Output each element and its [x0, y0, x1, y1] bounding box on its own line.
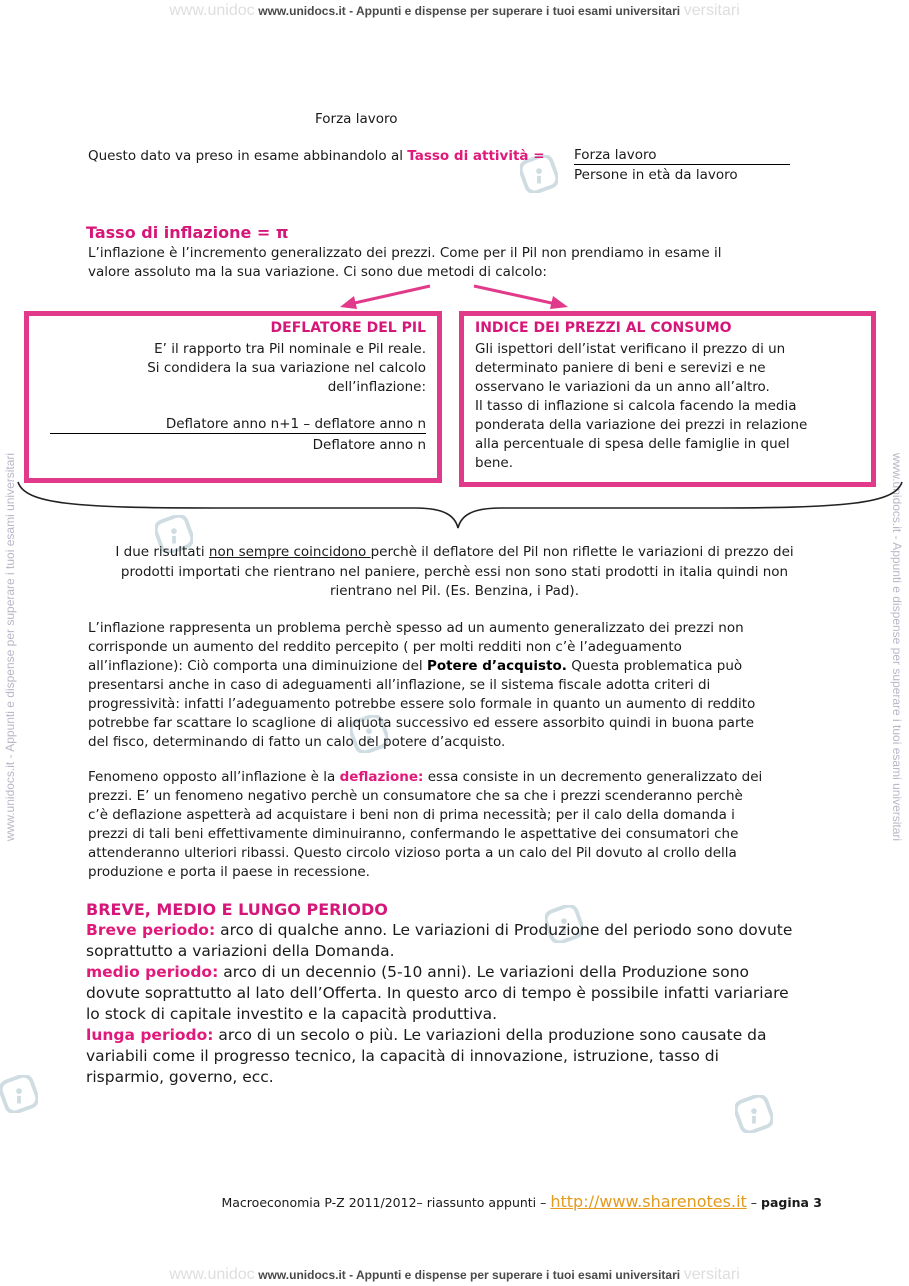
problem-line-6: potrebbe far scattare lo scaglione di aliquota successivo ed essere assorbito quindi in buona parte — [88, 715, 755, 731]
problem-line-7: del fisco, determinando di fatto un calo del potere d’acquisto. — [88, 734, 506, 750]
deflator-box — [24, 311, 442, 483]
arrow-left-icon — [340, 286, 430, 309]
top-watermark — [0, 2, 909, 20]
watermark-ghost-left-bottom: www.unidoc — [169, 1266, 255, 1283]
deflation-line-1 — [88, 768, 762, 787]
footer-separator: – — [746, 1195, 761, 1210]
left-side-watermark-text: www.unidocs.it - Appunti e dispense per superare i tuoi esami universitari — [3, 452, 17, 842]
results-line-2: prodotti importati che rientrano nel paniere, perchè essi non sono stati prodotti in italia quindi non — [120, 564, 789, 580]
inflation-heading: Tasso di inflazione = π — [86, 223, 289, 242]
short-period-text: arco di qualche anno. Le variazioni di Produzione del periodo sono dovute — [215, 921, 793, 939]
cpi-title: INDICE DEI PREZZI AL CONSUMO — [475, 320, 732, 336]
unidocs-logo-icon — [0, 1075, 38, 1113]
watermark-ghost-right: versitari — [683, 2, 740, 19]
results-underlined: non sempre coincidono — [208, 544, 371, 560]
medium-period-label: medio periodo: — [86, 963, 219, 981]
medium-period — [86, 962, 749, 983]
problem-line-3-a: all’inflazione): Ciò comporta una diminuizione del — [88, 658, 427, 674]
deflation-line-1-b: essa consiste in un decremento generalizzato dei — [423, 769, 763, 785]
deflator-title: DEFLATORE DEL PIL — [270, 320, 426, 336]
deflation-line-1-a: Fenomeno opposto all’inflazione è la — [88, 769, 340, 785]
inflation-line-1: L’inflazione è l’incremento generalizzato dei prezzi. Come per il Pil non prendiamo in esame il — [88, 245, 722, 261]
inflation-line-2: valore assoluto ma la sua variazione. Ci sono due metodi di calcolo: — [88, 264, 547, 280]
purchasing-power-term: Potere d’acquisto. — [426, 658, 567, 674]
watermark-bottom-text: www.unidocs.it - Appunti e dispense per superare i tuoi esami universitari — [258, 1268, 681, 1282]
unidocs-logo-icon — [735, 1095, 773, 1133]
problem-line-2: corrisponde un aumento del reddito percepito ( per molti redditi non c’è l’adeguamento — [88, 639, 682, 655]
cpi-line-7: bene. — [475, 455, 514, 471]
long-period-text: arco di un secolo o più. Le variazioni della produzione sono causate da — [213, 1026, 767, 1044]
long-period-label: lunga periodo: — [86, 1026, 214, 1044]
activity-rate-sentence — [88, 147, 545, 166]
results-line-1 — [0, 543, 909, 562]
long-period-text-3: risparmio, governo, ecc. — [86, 1068, 274, 1086]
deflator-formula-numerator: Deflatore anno n+1 – deflatore anno n — [50, 416, 426, 434]
cpi-line-2: determinato paniere di beni e serevizi e ne — [475, 360, 766, 376]
medium-period-text-2: dovute soprattutto al lato dell’Offerta. In questo arco di tempo è possibile infatti variariare — [86, 984, 789, 1002]
short-period — [86, 920, 792, 941]
short-period-text-2: soprattutto a variazioni della Domanda. — [86, 942, 395, 960]
curly-brace-icon — [15, 478, 905, 530]
problem-line-5: progressività: infatti l’adeguamento potrebbe essere solo formale in quanto un aumento di reddito — [88, 696, 756, 712]
cpi-line-4: Il tasso di inflazione si calcola facendo la media — [475, 398, 797, 414]
problem-line-3 — [88, 657, 742, 676]
problem-line-3-b: Questa problematica può — [566, 658, 743, 674]
results-text-a: I due risultati — [115, 544, 209, 560]
short-period-label: Breve periodo: — [86, 921, 216, 939]
deflation-line-2: prezzi. E’ un fenomeno negativo perchè un consumatore che sa che i prezzi scenderanno perchè — [88, 788, 743, 804]
activity-rate-denominator: Persone in età da lavoro — [574, 167, 738, 183]
forza-lavoro-label: Forza lavoro — [315, 111, 398, 127]
medium-period-text: arco di un decennio (5-10 anni). Le variazioni della Produzione sono — [218, 963, 750, 981]
activity-rate-text: Questo dato va preso in esame abbinandolo al — [88, 148, 408, 164]
watermark-ghost-left: www.unidoc — [169, 2, 255, 19]
deflator-line-3: dell’inflazione: — [327, 379, 426, 395]
deflation-line-5: attenderanno ulteriori ribassi. Questo circolo vizioso porta a un calo del Pil dovuto al crollo della — [88, 845, 737, 861]
arrow-right-icon — [474, 286, 568, 309]
results-line-3: rientrano nel Pil. (Es. Benzina, i Pad). — [330, 583, 579, 599]
deflator-formula-denominator: Deflatore anno n — [312, 437, 426, 453]
activity-rate-highlight: Tasso di attività = — [407, 148, 545, 164]
page-number: pagina 3 — [761, 1195, 822, 1210]
sharenotes-link[interactable]: http://www.sharenotes.it — [550, 1192, 747, 1211]
medium-period-text-3: lo stock di capitale investito e la capacità produttiva. — [86, 1005, 498, 1023]
deflation-line-4: prezzi di tali beni effettivamente diminuiranno, confermando le aspettative dei consumatori che — [88, 826, 739, 842]
deflation-line-6: produzione e porta il paese in recessione. — [88, 864, 370, 880]
deflation-term: deflazione: — [339, 769, 424, 785]
deflator-line-2: Si condidera la sua variazione nel calcolo — [147, 360, 426, 376]
cpi-line-5: ponderata della variazione dei prezzi in relazione — [475, 417, 808, 433]
cpi-line-1: Gli ispettori dell’istat verificano il prezzo di un — [475, 341, 786, 357]
problem-line-4: presentarsi anche in caso di adeguamenti all’inflazione, se il sistema fiscale adotta criteri di — [88, 677, 711, 693]
activity-rate-numerator: Forza lavoro — [574, 147, 790, 165]
cpi-line-3: osservano le variazioni da un anno all’altro. — [475, 379, 770, 395]
cpi-line-6: alla percentuale di spesa delle famiglie in quel — [475, 436, 790, 452]
watermark-ghost-right-bottom: versitari — [683, 1266, 740, 1283]
long-period — [86, 1025, 767, 1046]
problem-line-1: L’inflazione rappresenta un problema perchè spesso ad un aumento generalizzato dei prezzi non — [88, 620, 744, 636]
periods-heading: BREVE, MEDIO E LUNGO PERIODO — [86, 900, 388, 919]
long-period-text-2: variabili come il progresso tecnico, la capacità di innovazione, istruzione, tasso di — [86, 1047, 719, 1065]
watermark-top-text: www.unidocs.it - Appunti e dispense per superare i tuoi esami universitari — [258, 4, 681, 18]
results-text-b: perchè il deflatore del Pil non riflette le variazioni di prezzo dei — [370, 544, 794, 560]
footer-text: Macroeconomia P-Z 2011/2012– riassunto appunti – — [221, 1195, 551, 1210]
deflator-line-1: E’ il rapporto tra Pil nominale e Pil reale. — [154, 341, 426, 357]
deflation-line-3: c’è deflazione aspetterà ad acquistare i beni non di prima necessità; per il calo della domanda i — [88, 807, 735, 823]
method-arrows — [330, 282, 580, 314]
page-footer — [198, 1192, 822, 1211]
right-side-watermark-text: www.unidocs.it - Appunti e dispense per superare i tuoi esami universitari — [890, 452, 904, 842]
bottom-watermark — [0, 1266, 909, 1284]
